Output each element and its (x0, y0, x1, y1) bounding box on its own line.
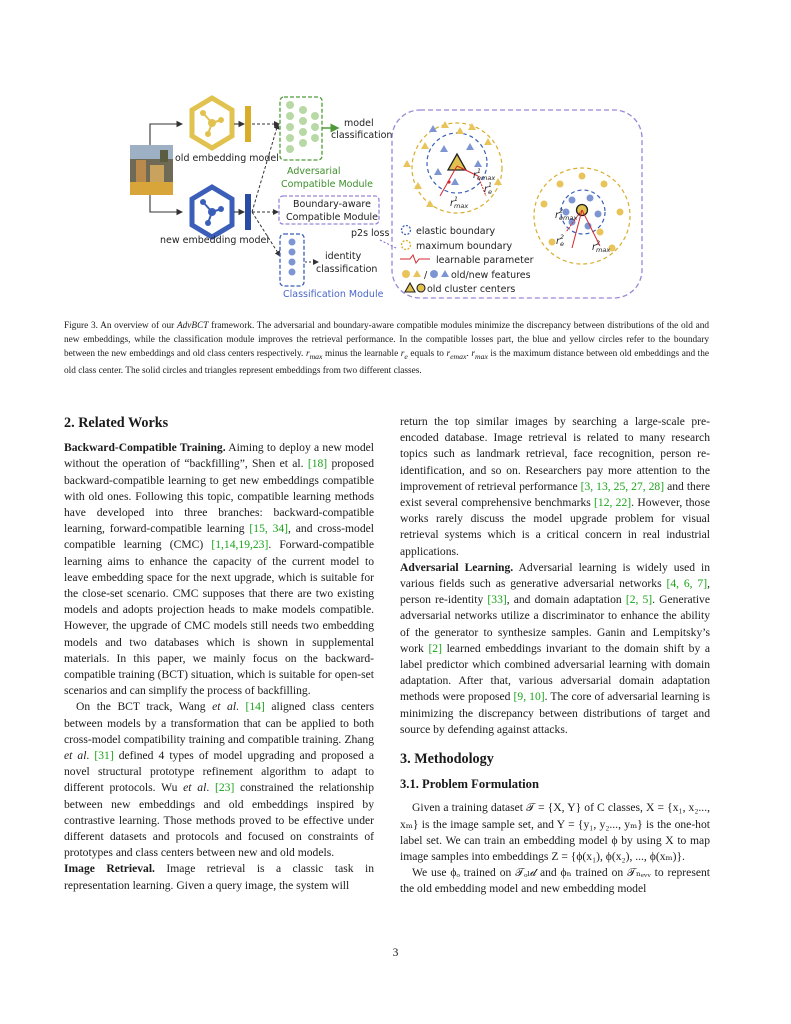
r-max-1: $r^1$ max (450, 195, 469, 210)
citation-link[interactable]: [12, 22] (594, 496, 632, 510)
paragraph-problem-formulation-1: Given a training dataset 𝒯 = {X, Y} of C classes, X = {x₁, x₂..., xₘ} is the image sample set, and Y = {y₁, y₂..., yₘ} is the one-hot label set. We can train an embedding model ϕ by using X to map image samples into embeddings Z = {ϕ(x₁), ϕ(x₂), ..., ϕ(xₘ)}. (400, 801, 710, 864)
legend-features: old/new features (451, 270, 531, 281)
page-number: 3 (392, 947, 399, 959)
new-embedding-bar (245, 194, 251, 230)
section-heading-related-works: 2. Related Works (64, 415, 169, 431)
old-model-label: old embedding model (175, 153, 279, 164)
boundary-label-2: Compatible Module (286, 212, 378, 223)
citation-link[interactable]: [2, 5] (625, 593, 653, 607)
classification-module (280, 234, 304, 286)
identity-label: identity (325, 251, 362, 262)
boundary-label-1: Boundary-aware (293, 199, 371, 210)
citation-link[interactable]: [33] (487, 593, 507, 607)
adversarial-label-1: Adversarial (287, 166, 341, 177)
citation-link[interactable]: [9, 10] (513, 690, 545, 704)
legend-learnable: learnable parameter (436, 255, 534, 266)
r-e-1: $r^1$ e (484, 181, 493, 196)
legend-maximum: maximum boundary (416, 241, 513, 252)
citation-link[interactable]: [31] (94, 749, 114, 763)
paragraph-image-retrieval: Image Retrieval. Image retrieval is a classic task in representation learning. Given a query image, the system will (64, 862, 374, 892)
citation-link[interactable]: [3, 13, 25, 27, 28] (580, 479, 665, 493)
citation-link[interactable]: [4, 6, 7] (666, 577, 708, 591)
citation-link[interactable]: [14] (245, 700, 265, 714)
paragraph-problem-formulation-2: We use ϕₒ trained on 𝒯ₒₗ𝒹 and ϕₙ trained on 𝒯ₙₑᵥᵥ to represent the old embedding model and new embedding model (400, 866, 710, 896)
figure-caption: Figure 3. An overview of our AdvBCT framework. The adversarial and boundary-aware compatible modules minimize the discrepancy between distributions of the old and new embeddings, while the classification module improves the retrieval performance. In the compatible losses part, the blue and yellow circles refer to the boundary between the new embeddings and old class centers respectively. $r_{max}$ minus the learnable $r_e$ equals to $r_{emax}$. $r_{max}$ is the maximum distance between old embeddings and the old class center. The solid circles and triangles represent embeddings from two different classes. (64, 321, 710, 376)
subsection-heading-problem-formulation: 3.1. Problem Formulation (400, 777, 539, 792)
adversarial-label-2: Compatible Module (281, 179, 373, 190)
citation-link[interactable]: [18] (307, 457, 328, 471)
legend-sep: / (424, 270, 428, 281)
input-image (130, 145, 173, 195)
model-classification-label-1: model (344, 118, 374, 129)
section-heading-methodology: 3. Methodology (400, 751, 494, 768)
figure-3-diagram (0, 0, 791, 310)
legend-centers: old cluster centers (427, 284, 516, 295)
citation-link[interactable]: [15, 34] (249, 522, 289, 536)
new-model-icon (192, 187, 232, 237)
legend-elastic: elastic boundary (416, 226, 496, 237)
p2s-loss-label: p2s loss (351, 228, 390, 239)
identity-classification-label: classification (316, 264, 378, 275)
paragraph-backward-compatible: Backward-Compatible Training. Aiming to deploy a new model without the operation of “backfilling”, Shen et al. [18] proposed backward-compatible learning to get new embeddings compatible with old ones. Following this topic, compatible learning methods have developed into three branches: backward-compatible learning, forward-compatible learning [15, 34], and cross-model compatible learning (CMC) [1,14,19,23]. Forward-compatible learning aims to enhance the capacity of the current model to leave embedding space for the next upgrade, which is suitable for the close-set scenario. CMC supposes that there are two existing models and adopts projection heads to make models compatible. However, the upgrade of CMC models still needs two embedding models and two databases which is shown in supplemental materials. In this paper, we mainly focus on the backward-compatible training (BCT) situation, which is suitable for open-set scenarios and can simplify the process of backfilling. (64, 441, 375, 698)
left-column (64, 414, 374, 894)
model-classification-label-2: classification (331, 130, 393, 141)
citation-link[interactable]: [2] (428, 641, 442, 655)
paragraph-image-retrieval-cont: return the top similar images by searching a large-scale pre-encoded database. Image retrieval is related to many research topics such as landmark retrieval, face recognition, person re-identification, and so on. Researchers pay more attention to the improvement of retrieval performance [3, 13, 25, 27, 28] and there exist several comprehensive benchmarks [12, 22]. However, those works rarely discuss the model upgrade problem for visual retrieval systems which is a critical concern in real industrial applications. (400, 415, 710, 558)
cluster-2 (534, 168, 630, 264)
classification-module-label: Classification Module (283, 289, 384, 300)
citation-link[interactable]: [1,14,19,23] (211, 538, 269, 552)
r-emax-1: $r^1$ emax (473, 167, 496, 182)
citation-link[interactable]: [23] (215, 781, 235, 795)
r-emax-2: $r^2$ emax (555, 207, 578, 222)
r-max-2: $r^2$ max (592, 239, 611, 254)
paragraph-bct-track: On the BCT track, Wang et al. [14] aligned class centers between models by a transformation that can be applied to both cross-model compatibility training and compatible training. Zhang et al. [31] defined 4 types of model upgrading and proposed a novel structural prototype refinement algorithm to adapt to different protocols. Wu et al. [23] constrained the relationship between new embeddings and old embeddings inspired by contrastive learning. Those methods proved to be effective under different datasets and protocols and focused on constraints of prototypes and class centers between new and old models. (64, 700, 375, 860)
figure-legend (400, 226, 534, 296)
right-column (400, 414, 710, 898)
old-embedding-bar (245, 106, 251, 142)
old-model-icon (192, 98, 232, 148)
new-model-label: new embedding model (160, 235, 269, 246)
paragraph-adversarial-learning: Adversarial Learning. Adversarial learning is widely used in various fields such as generative adversarial networks [4, 6, 7], person re-identity [33], and domain adaptation [2, 5]. Generative adversarial networks utilize a discriminator to enhance the ability of the generator to synthesize samples. Ganin and Lempitsky’s work [2] learned embeddings invariant to the domain shift by a label predictor which combined adversarial learning with domain adaptation. After that, various adversarial domain adaptation methods were proposed [9, 10]. The core of adversarial learning is minimizing the discrepancy between distributions of target and source by defending against attacks. (400, 560, 711, 736)
r-e-2: $r^2$ e (556, 233, 565, 248)
adversarial-module (280, 97, 322, 160)
